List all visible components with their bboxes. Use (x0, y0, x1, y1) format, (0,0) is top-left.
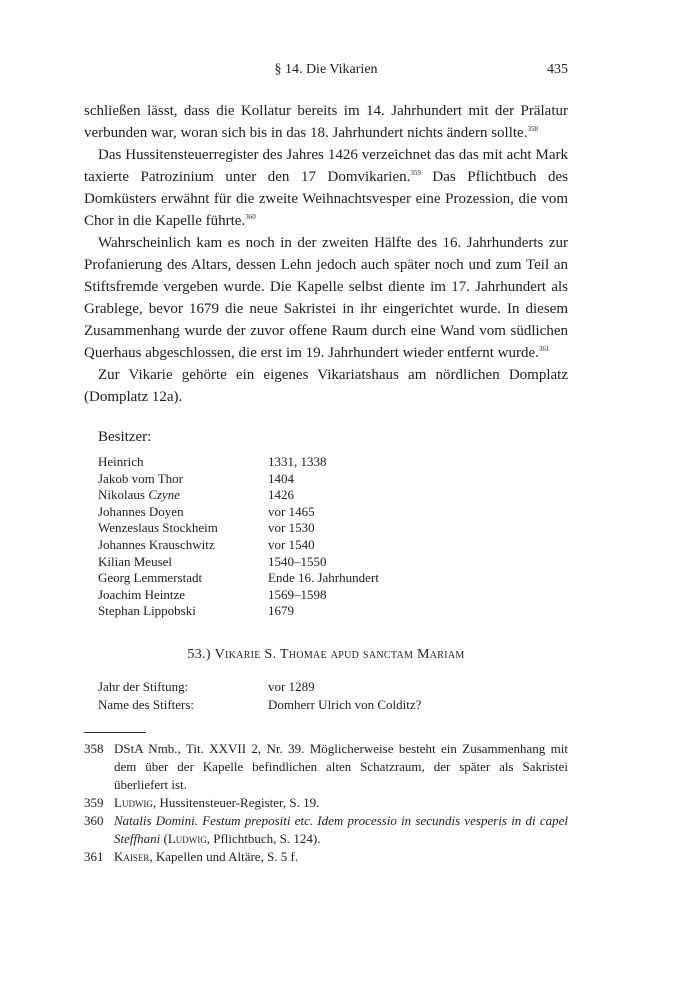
info-row (98, 678, 421, 696)
footnote-quote: Natalis Domini. Festum prepositi etc. Idem processio in secundis vesperis in di capel Steffhani (114, 813, 568, 846)
owner-date: 1679 (268, 603, 294, 619)
footnote-number: 359 (84, 795, 104, 810)
footnote-author: Ludwig (167, 831, 207, 846)
footnote-ref-359[interactable]: 359 (410, 169, 421, 177)
foundation-info (98, 678, 421, 714)
besitzer-heading: Besitzer: (98, 429, 152, 445)
owner-name-italic: Czyne (148, 487, 180, 503)
info-value: vor 1289 (268, 678, 315, 694)
list-item (98, 504, 379, 521)
owner-date: 1426 (268, 487, 294, 503)
running-title: § 14. Die Vikarien (274, 62, 378, 77)
footnote-ref-358[interactable]: 358 (527, 125, 538, 133)
owner-date: 1331, 1338 (268, 454, 327, 469)
footnote-360 (84, 812, 568, 848)
owner-name-plain: Nikolaus (98, 487, 149, 503)
footnote-text: , Kapellen und Altäre, S. 5 f. (149, 849, 299, 864)
owner-date: vor 1540 (268, 536, 315, 552)
owner-name: Johannes Krauschwitz (98, 536, 215, 552)
paragraph-2-text-b: Das Pflichtbuch des Domküsters erwähnt für die zweite Weihnachtsvesper eine Prozession, die vom Chor in die Kapelle führte. (84, 169, 568, 229)
owner-name: Johannes Doyen (98, 503, 184, 519)
owner-date: 1569–1598 (268, 586, 327, 602)
owner-date: vor 1530 (268, 520, 315, 536)
section-heading (84, 644, 568, 666)
info-value: Domherr Ulrich von Colditz? (268, 696, 422, 712)
paragraph-3-text: Wahrscheinlich kam es noch in der zweiten Hälfte des 16. Jahrhunderts zur Profanierung des Altars, dessen Lehn jedoch auch später noch und zum Teil an Stiftsfremde vergeben wurde. Die Kapelle selbst diente im 17. Jahrhundert als Grablege, bevor 1679 die neue Sakristei in ihr eingerichtet wurde. In diesem Zusammenhang wurde der zuvor offene Raum durch eine Wand vom südlichen Querhaus abgeschlossen, die erst im 19. Jahrhundert wieder entfernt wurde. (84, 235, 568, 361)
list-item (98, 554, 379, 571)
list-item (98, 603, 379, 620)
list-item (98, 570, 379, 587)
footnote-text: DStA Nmb., Tit. XXVII 2, Nr. 39. Möglicherweise besteht ein Zusammenhang mit dem über der Kapelle befindlichen alten Schatzraum, der später als Sakristei überliefert ist. (114, 741, 568, 792)
owner-date: Ende 16. Jahrhundert (268, 570, 379, 586)
paragraph-3 (84, 232, 568, 364)
owner-date: vor 1465 (268, 503, 315, 519)
info-label: Jahr der Stiftung: (98, 678, 189, 694)
owner-date: 1404 (268, 470, 294, 486)
owner-name (98, 487, 268, 504)
footnote-text-a: ( (160, 831, 168, 846)
owner-name: Jakob vom Thor (98, 470, 183, 486)
paragraph-2-text-a: Das Hussitensteuerregister des Jahres 1426 verzeichnet das das mit acht Mark taxierte Patrozinium unter den 17 Domvikarien. (84, 147, 568, 185)
owner-name: Georg Lemmerstadt (98, 570, 203, 586)
list-item (98, 454, 379, 471)
owner-date: 1540–1550 (268, 553, 327, 569)
footnote-text: , Hussitensteuer-Register, S. 19. (152, 795, 320, 810)
list-item (98, 520, 379, 537)
footnote-number: 361 (84, 849, 104, 864)
footnote-358 (84, 740, 568, 794)
footnote-361 (84, 848, 568, 866)
footnote-number: 358 (84, 741, 104, 756)
main-text (84, 100, 568, 714)
owner-name: Stephan Lippobski (98, 603, 196, 619)
list-item (98, 537, 379, 554)
owner-name: Kilian Meusel (98, 553, 173, 569)
footnote-ref-360[interactable]: 360 (245, 213, 256, 221)
footnote-359 (84, 794, 568, 812)
page-number: 435 (547, 62, 568, 77)
info-row (98, 696, 421, 714)
list-item (98, 587, 379, 604)
paragraph-1-text: schließen lässt, dass die Kollatur bereits im 14. Jahrhundert mit der Prälatur verbunden war, woran sich bis in das 18. Jahrhundert nichts ändern sollte. (84, 103, 568, 141)
info-label: Name des Stifters: (98, 696, 195, 712)
paragraph-1 (84, 100, 568, 144)
paragraph-2 (84, 144, 568, 232)
footnote-number: 360 (84, 813, 104, 828)
list-item (98, 487, 379, 504)
paragraph-4 (84, 364, 568, 408)
running-header (84, 62, 568, 82)
owner-name: Wenzeslaus Stockheim (98, 520, 218, 536)
footnote-divider (84, 732, 146, 733)
footnote-author: Ludwig (114, 795, 153, 810)
besitzer-list (98, 454, 379, 620)
section-number: 53.) (187, 646, 211, 662)
section-title: Vikarie S. Thomae apud sanctam Mariam (214, 646, 465, 662)
owner-name: Heinrich (98, 454, 144, 469)
list-item (98, 471, 379, 488)
owner-name: Joachim Heintze (98, 586, 185, 602)
paragraph-4-text: Zur Vikarie gehörte ein eigenes Vikariatshaus am nördlichen Domplatz (Domplatz 12a). (84, 367, 568, 405)
footnote-text-b: , Pflichtbuch, S. 124). (206, 831, 321, 846)
footnotes (84, 740, 568, 866)
footnote-author: Kaiser (114, 849, 150, 864)
footnote-ref-361[interactable]: 361 (538, 345, 550, 353)
